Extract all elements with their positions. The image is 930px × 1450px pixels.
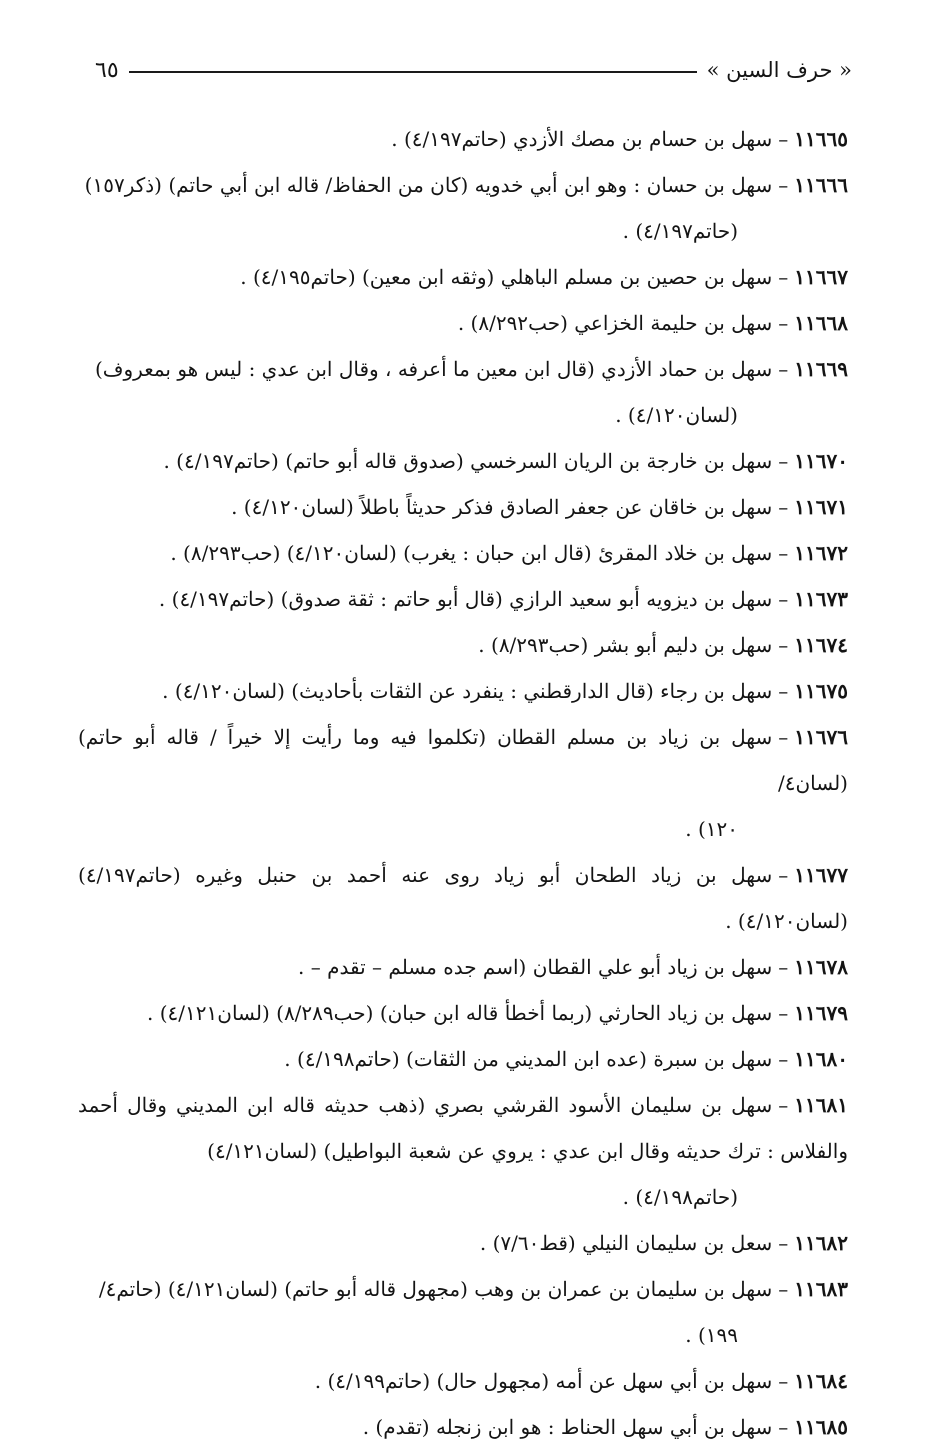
entry xyxy=(78,484,848,530)
entry-continuation: ١٢٠) . xyxy=(685,817,738,841)
entry xyxy=(78,1266,848,1358)
entry-text: سهل بن سبرة (عده ابن المديني من الثقات) (حاتم٤/١٩٨) . xyxy=(284,1047,773,1071)
entry-dash: – xyxy=(778,1415,789,1439)
entry-text: سهل بن رجاء (قال الدارقطني : ينفرد عن الثقات بأحاديث) (لسان٤/١٢٠) . xyxy=(162,679,773,703)
entry-text: سهل بن زياد بن مسلم القطان (تكلموا فيه وما رأيت إلا خيراً / قاله أبو حاتم) (لسان٤/ xyxy=(78,725,848,795)
entry xyxy=(78,714,848,852)
entry xyxy=(78,668,848,714)
entry-number: ١١٦٦٥ xyxy=(794,127,848,151)
entry-text: سهل بن زياد الحارثي (ربما أخطأ قاله ابن حبان) (حب٨/٢٨٩) (لسان٤/١٢١) . xyxy=(147,1001,773,1025)
entry-number: ١١٦٧٠ xyxy=(794,449,848,473)
entry xyxy=(78,944,848,990)
entry-number: ١١٦٨٤ xyxy=(794,1369,848,1393)
entry-dash: – xyxy=(778,265,789,289)
entry xyxy=(78,438,848,484)
entry xyxy=(78,1082,848,1220)
entry-text: سهل بن زياد أبو علي القطان (اسم جده مسلم – تقدم – . xyxy=(298,955,773,979)
entry-text: سهل بن خلاد المقرئ (قال ابن حبان : يغرب) (لسان٤/١٢٠) (حب٨/٢٩٣) . xyxy=(170,541,773,565)
entry-dash: – xyxy=(778,357,789,381)
entry-dash: – xyxy=(778,679,789,703)
entry-text: سهل بن أبي سهل عن أمه (مجهول حال) (حاتم٤/١٩٩) . xyxy=(314,1369,773,1393)
entry-number: ١١٦٦٦ xyxy=(794,173,848,197)
entry-number: ١١٦٦٩ xyxy=(794,357,848,381)
entry-dash: – xyxy=(778,1093,789,1117)
entry-number: ١١٦٨١ xyxy=(794,1093,848,1117)
entry-dash: – xyxy=(778,127,789,151)
entry-number: ١١٦٧٥ xyxy=(794,679,848,703)
entry-text: سهل بن ديزويه أبو سعيد الرازي (قال أبو حاتم : ثقة صدوق) (حاتم٤/١٩٧) . xyxy=(158,587,773,611)
entry-text: سهل بن حماد الأزدي (قال ابن معين ما أعرفه ، وقال ابن عدي : ليس هو بمعروف) xyxy=(94,357,773,381)
entry-dash: – xyxy=(778,725,789,749)
entry-text: سهل بن حصين بن مسلم الباهلي (وثقه ابن معين) (حاتم٤/١٩٥) . xyxy=(240,265,773,289)
entry-dash: – xyxy=(778,311,789,335)
entry-number: ١١٦٧٨ xyxy=(794,955,848,979)
entry-dash: – xyxy=(778,495,789,519)
entry-text: سهل بن أبي سهل الحناط : هو ابن زنجله (تقدم) . xyxy=(362,1415,773,1439)
page-number: ٦٥ xyxy=(95,57,119,83)
entry-text: سهل بن سليمان بن عمران بن وهب (مجهول قاله أبو حاتم) (لسان٤/١٢١) (حاتم٤/ xyxy=(98,1277,773,1301)
entry xyxy=(78,1358,848,1404)
entry xyxy=(78,1220,848,1266)
entry-text: سهل بن زياد الطحان أبو زياد روى عنه أحمد بن حنبل وغيره (حاتم٤/١٩٧) (لسان٤/١٢٠) . xyxy=(78,863,848,933)
header-rule xyxy=(129,71,697,73)
entry-dash: – xyxy=(778,1369,789,1393)
entry xyxy=(78,116,848,162)
entry-dash: – xyxy=(778,449,789,473)
entry-dash: – xyxy=(778,633,789,657)
entry-number: ١١٦٧٩ xyxy=(794,1001,848,1025)
entry-number: ١١٦٧٦ xyxy=(794,725,848,749)
page-header xyxy=(95,50,852,90)
entry-dash: – xyxy=(778,541,789,565)
entry-dash: – xyxy=(778,173,789,197)
entry-continuation: ١٩٩) . xyxy=(685,1323,738,1347)
entry-text: سهل بن دليم أبو بشر (حب٨/٢٩٣) . xyxy=(478,633,773,657)
entry xyxy=(78,162,848,254)
entry xyxy=(78,990,848,1036)
entry-number: ١١٦٧٢ xyxy=(794,541,848,565)
entry-text: سهل بن سليمان الأسود القرشي بصري (ذهب حديثه قاله ابن المديني وقال أحمد والفلاس : ترك حديثه وقال ابن عدي : يروي عن شعبة البواطيل) (لسان٤/١٢١) xyxy=(78,1093,848,1163)
entry-dash: – xyxy=(778,863,789,887)
entry-number: ١١٦٧١ xyxy=(794,495,848,519)
entry-number: ١١٦٨٥ xyxy=(794,1415,848,1439)
entry-text: سعل بن سليمان النيلي (قط٧/٦٠) . xyxy=(479,1231,773,1255)
entry xyxy=(78,254,848,300)
running-title: « حرف السين » xyxy=(706,58,852,82)
entry-dash: – xyxy=(778,1277,789,1301)
entry xyxy=(78,576,848,622)
entry-continuation: (لسان٤/١٢٠) . xyxy=(615,403,738,427)
entry-dash: – xyxy=(778,1231,789,1255)
entry xyxy=(78,852,848,944)
entry-number: ١١٦٧٧ xyxy=(794,863,848,887)
entry-number: ١١٦٧٤ xyxy=(794,633,848,657)
entry-text: سهل بن حليمة الخزاعي (حب٨/٢٩٢) . xyxy=(457,311,773,335)
entry-text: سهل بن حسام بن مصك الأزدي (حاتم٤/١٩٧) . xyxy=(391,127,773,151)
entry-number: ١١٦٧٣ xyxy=(794,587,848,611)
entry-continuation: (حاتم٤/١٩٧) . xyxy=(622,219,738,243)
entry-text: سهل بن حسان : وهو ابن أبي خدويه (كان من الحفاظ/ قاله ابن أبي حاتم) (ذكر١٥٧) xyxy=(84,173,773,197)
entry-dash: – xyxy=(778,1001,789,1025)
entry-list xyxy=(78,116,848,1450)
entry xyxy=(78,300,848,346)
entry-number: ١١٦٨٢ xyxy=(794,1231,848,1255)
entry-dash: – xyxy=(778,1047,789,1071)
entry xyxy=(78,1404,848,1450)
entry-number: ١١٦٨٠ xyxy=(794,1047,848,1071)
entry-number: ١١٦٨٣ xyxy=(794,1277,848,1301)
entry-text: سهل بن خارجة بن الريان السرخسي (صدوق قاله أبو حاتم) (حاتم٤/١٩٧) . xyxy=(163,449,773,473)
entry xyxy=(78,1036,848,1082)
entry-number: ١١٦٦٨ xyxy=(794,311,848,335)
entry-continuation: (حاتم٤/١٩٨) . xyxy=(622,1185,738,1209)
entry-dash: – xyxy=(778,587,789,611)
entry xyxy=(78,346,848,438)
entry xyxy=(78,622,848,668)
entry-text: سهل بن خاقان عن جعفر الصادق فذكر حديثاً باطلاً (لسان٤/١٢٠) . xyxy=(231,495,773,519)
entry xyxy=(78,530,848,576)
entry-dash: – xyxy=(778,955,789,979)
entry-number: ١١٦٦٧ xyxy=(794,265,848,289)
